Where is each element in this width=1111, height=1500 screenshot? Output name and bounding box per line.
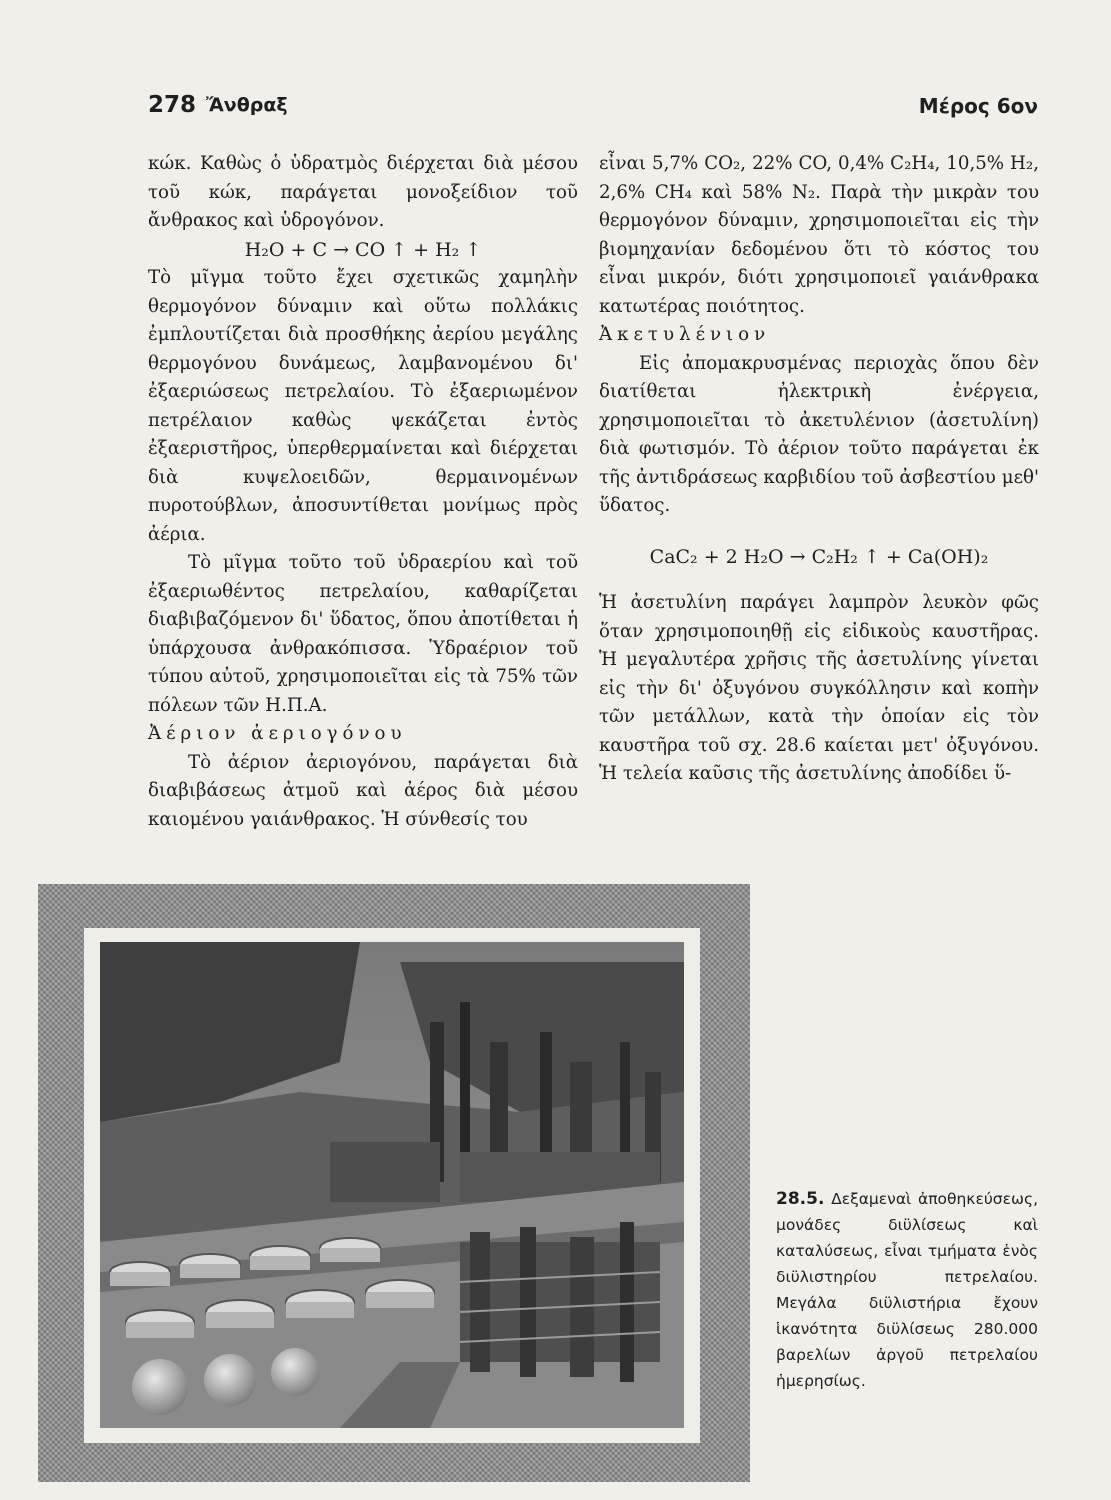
section-heading: Ἀκετυλένιον [599,324,771,345]
chemical-equation: H₂O + C → CO ↑ + H₂ ↑ [244,238,482,261]
paragraph: Τὸ ἀέριον ἀεριογόνου, παράγεται διὰ διαβιβάσεως ἀτμοῦ καὶ ἀέρος διὰ μέσου καιομένου γαιάνθρακος. Ἡ σύνθεσίς του [148,751,578,830]
refinery-photo [100,942,684,1428]
figure-mat [84,928,700,1443]
paragraph: Τὸ μῖγμα τοῦτο ἔχει σχετικῶς χαμηλὴν θερμογόνον δύναμιν καὶ οὕτω πολλάκις ἐμπλουτίζεται διὰ προσθήκης ἀερίου μεγάλης θερμογόνου δυνάμεως, λαμβανομένου δι' ἐξαεριώσεως πετρελαίου. Τὸ ἐξαεριωμένον πετρέλαιον καθὼς ψεκάζεται ἐντὸς ἐξαεριστῆρος, ὑπερθερμαίνεται καὶ διέρχεται διὰ κυψελοειδῶν, θερμαινομένων πυροτούβλων, ἀποσυντίθεται μονίμως πρὸς ἀέρια. [148,267,578,545]
left-column [148,150,578,834]
right-column [599,150,1039,789]
figure-caption [776,1186,1038,1394]
chemical-equation: CaC₂ + 2 H₂O → C₂H₂ ↑ + Ca(OH)₂ [649,545,989,568]
paragraph: εἶναι 5,7% CO₂, 22% CO, 0,4% C₂H₄, 10,5% H₂, 2,6% CH₄ καὶ 58% N₂. Παρὰ τὴν μικρὰν του θερμογόνον δύναμιν, χρησιμοποιεῖται εἰς τὴν βιομηχανίαν δεδομένου ὅτι τὸ κόστος του εἶναι μικρόν, διότι χρησιμοποιεῖ γαιάνθρακα κατωτέρας ποιότητος. [599,153,1039,317]
figure-frame [38,884,750,1482]
running-title: Ἄνθραξ [206,94,288,116]
caption-text: Δεξαμεναὶ ἀποθηκεύσεως, μονάδες διϋλίσεως καὶ καταλύσεως, εἶναι τμήματα ἑνὸς διϋλιστηρίου πετρελαίου. Μεγάλα διϋλιστήρια ἔχουν ἱκανότητα διϋλίσεως 280.000 βαρελίων ἀργοῦ πετρελαίου ἡμερησίως. [776,1190,1038,1390]
paragraph: κώκ. Καθὼς ὁ ὑδρατμὸς διέρχεται διὰ μέσου τοῦ κώκ, παράγεται μονοξείδιον τοῦ ἄνθρακος καὶ ὑδρογόνον. [148,153,578,231]
paragraph: Ἡ ἀσετυλίνη παράγει λαμπρὸν λευκὸν φῶς ὅταν χρησιμοποιηθῇ εἰς εἰδικοὺς καυστῆρας. Ἡ μεγαλυτέρα χρῆσις τῆς ἀσετυλίνης γίνεται εἰς τὴν δι' ὀξυγόνου συγκόλλησιν καὶ κοπὴν τῶν μετάλλων, κατὰ τὴν ὁποίαν εἰς τὸν καυστῆρα τοῦ σχ. 28.6 καίεται μετ' ὀξυγόνου. Ἡ τελεία καῦσις τῆς ἀσετυλίνης ἀποδίδει ὕ- [599,592,1039,784]
section-heading: Ἀέριον ἀεριογόνου [148,723,407,744]
page-number: 278 [148,92,197,118]
paragraph: Εἰς ἀπομακρυσμένας περιοχὰς ὅπου δὲν διατίθεται ἠλεκτρικὴ ἐνέργεια, χρησιμοποιεῖται τὸ ἀκετυλένιον (ἀσετυλίνη) διὰ φωτισμόν. Τὸ ἀέριον τοῦτο παράγεται ἐκ τῆς ἀντιδράσεως καρβιδίου τοῦ ἀσβεστίου μεθ' ὕδατος. [599,352,1039,516]
page-header [148,92,1038,124]
figure-number: 28.5. [776,1189,825,1209]
part-label: Μέρος 6ον [918,94,1038,118]
paragraph: Τὸ μῖγμα τοῦτο τοῦ ὑδραερίου καὶ τοῦ ἐξαεριωθέντος πετρελαίου, καθαρίζεται διαβιβαζόμενον δι' ὕδατος, ὅπου ἀποτίθεται ἡ ὑπάρχουσα ἀνθρακόπισσα. Ὑδραέριον τοῦ τύπου αὐτοῦ, χρησιμοποιεῖται εἰς τὰ 75% τῶν πόλεων τῶν Η.Π.Α. [148,552,578,716]
